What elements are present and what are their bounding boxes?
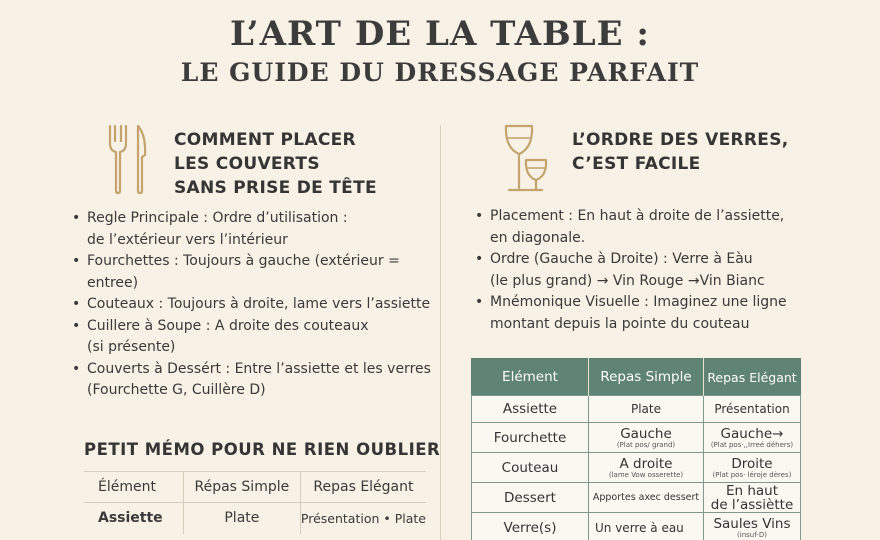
memo-title: PETIT MÉMO POUR NE RIEN OUBLIER (84, 440, 441, 459)
cell-main-text: Saules Vins (713, 515, 791, 532)
table-row (472, 423, 801, 453)
table-cell (704, 513, 801, 540)
table-header-cell: Repas Simple (589, 359, 704, 396)
table-header-cell: Repas Elégant (300, 472, 426, 503)
cell-sub-text: (insuf-D) (737, 530, 767, 539)
table-row (472, 513, 801, 540)
table-header-row (84, 472, 426, 503)
list-item: • Ordre (Gauche à Droite) : Verre à Eàu (le plus grand) → Vin Rouge →Vin Bianc (475, 249, 865, 292)
table-cell: Apportes axec dessert (589, 483, 704, 513)
list-item: • Mnémonique Visuelle : Imaginez une ligne montant depuis la pointe du couteau (475, 292, 865, 335)
glasses-heading-line: C’EST FACILE (572, 154, 701, 174)
table-cell: Présentation (704, 396, 801, 423)
table-cell: Verre(s) (472, 513, 589, 540)
cell-sub-text: (Plat pos/ grand) (616, 440, 676, 449)
list-item: • Couteaux : Toujours à droite, lame vers l’assiette (72, 294, 432, 316)
cell-main-text: de l’assiètte (710, 496, 794, 513)
table-row (472, 483, 801, 513)
table-row (472, 453, 801, 483)
list-item: • Cuillere à Soupe : A droite des couteaux (si présente) (72, 316, 432, 359)
list-item: • Regle Principale : Ordre d’utilisation : de l’extérieur vers l’intérieur (72, 208, 432, 251)
cell-sub-text: (lame Vow osserette) (608, 470, 684, 479)
page-title: L’ART DE LA TABLE : (230, 14, 650, 54)
table-cell: Plate (589, 396, 704, 423)
table-header-row (472, 359, 801, 396)
table-cell (704, 423, 801, 453)
table-cell: Assiette (472, 396, 589, 423)
table-cell (589, 453, 704, 483)
cutlery-rules-list (72, 208, 432, 402)
glasses-heading (572, 128, 789, 176)
table-row (472, 396, 801, 423)
page-subtitle: LE GUIDE DU DRESSAGE PARFAIT (180, 58, 700, 87)
memo-table (84, 471, 426, 534)
table-cell: Présentation • Plate (300, 503, 426, 534)
table-cell: Couteau (472, 453, 589, 483)
table-cell (704, 483, 801, 513)
comparison-table (471, 358, 801, 540)
cutlery-heading-line: COMMENT PLACER (174, 130, 356, 150)
table-row (84, 503, 426, 534)
cell-main-text: Droite (731, 455, 773, 472)
table-cell (704, 453, 801, 483)
cell-sub-text: (Plat pos·,,Irreé déhers) (710, 440, 794, 449)
cell-main-text: A droite (619, 455, 673, 472)
list-item: • Couverts à Dessért : Entre l’assiette et les verres (Fourchette G, Cuillère D) (72, 359, 432, 402)
table-cell: Dessert (472, 483, 589, 513)
glasses-rules-list (475, 206, 865, 335)
table-cell (589, 423, 704, 453)
table-cell: Plate (183, 503, 300, 534)
fork-and-knife-icon (104, 123, 150, 199)
cutlery-heading-line: SANS PRISE DE TÊTE (174, 178, 377, 198)
table-cell: Assiette (84, 503, 183, 534)
cell-main-text: Gauche (620, 425, 672, 442)
cell-main-text: Gauche→ (720, 425, 784, 442)
cutlery-heading-line: LES COUVERTS (174, 154, 320, 174)
cell-main-text: En haut (725, 482, 779, 499)
cutlery-heading (174, 128, 377, 200)
glasses-heading-line: L’ORDRE DES VERRES, (572, 130, 789, 150)
cell-sub-text: (Plat pos· léroje dères) (712, 470, 792, 479)
column-divider (440, 125, 441, 540)
wine-glasses-icon (502, 122, 550, 198)
table-cell: Fourchette (472, 423, 589, 453)
table-header-cell: Répas Simple (183, 472, 300, 503)
list-item: • Fourchettes : Toujours à gauche (extérieur = entree) (72, 251, 432, 294)
table-cell: Un verre à eau (589, 513, 704, 540)
table-header-cell: Elément (472, 359, 589, 396)
table-header-cell: Repas Elégant (704, 359, 801, 396)
table-header-cell: Élément (84, 472, 183, 503)
list-item: • Placement : En haut à droite de l’assiette, en diagonale. (475, 206, 865, 249)
